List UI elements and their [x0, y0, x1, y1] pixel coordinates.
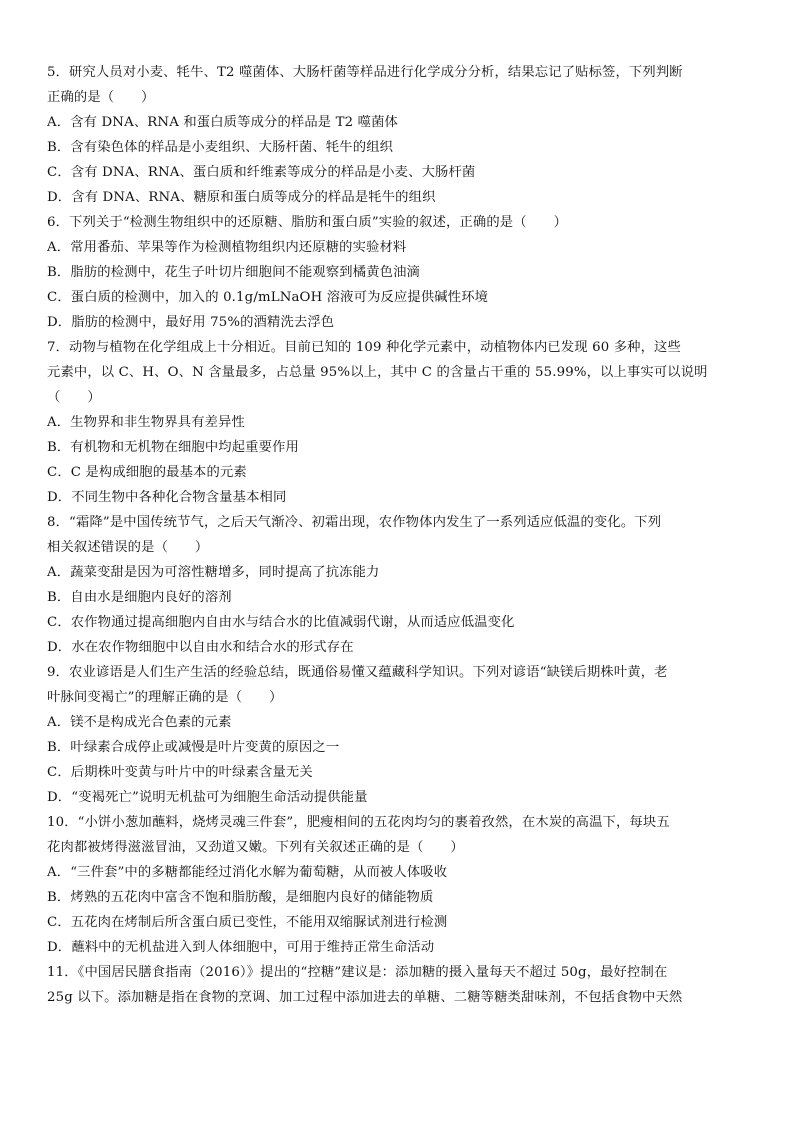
question-9-option-d: D．“变褐死亡”说明无机盐可为细胞生命活动提供能量: [47, 790, 368, 805]
question-11-stem-line-2: 25g 以下。添加糖是指在食物的烹调、加工过程中添加进去的单糖、二糖等糖类甜味剂，不包括食物中天然: [47, 990, 683, 1005]
question-6-option-a: A．常用番茄、苹果等作为检测植物组织内还原糖的实验材料: [47, 240, 407, 255]
question-6-option-b: B．脂肪的检测中，花生子叶切片细胞间不能观察到橘黄色油滴: [47, 265, 420, 280]
question-10-option-b: B．烤熟的五花肉中富含不饱和脂肪酸，是细胞内良好的储能物质: [47, 890, 434, 905]
question-5-stem-line-1: 5．研究人员对小麦、牦牛、T2 噬菌体、大肠杆菌等样品进行化学成分分析，结果忘记了贴标签，下列判断: [47, 65, 683, 80]
question-10-stem-line-2: 花肉都被烤得滋滋冒油，又劲道又嫩。下列有关叙述正确的是（ ）: [47, 840, 464, 855]
question-7-option-d: D．不同生物中各种化合物含量基本相同: [47, 490, 287, 505]
question-7-option-c: C．C 是构成细胞的最基本的元素: [47, 465, 247, 480]
question-8-option-d: D．水在农作物细胞中以自由水和结合水的形式存在: [47, 640, 354, 655]
question-10-stem-line-1: 10．“小饼小葱加蘸料，烧烤灵魂三件套”，肥瘦相间的五花肉均匀的裹着孜然，在木炭的高温下，每块五: [47, 815, 670, 830]
question-8-stem-line-1: 8．“霜降”是中国传统节气，之后天气渐冷、初霜出现，农作物体内发生了一系列适应低温的变化。下列: [47, 515, 662, 530]
question-7-stem-line-3: （ ）: [47, 390, 101, 405]
question-9-stem-line-1: 9．农业谚语是人们生产生活的经验总结，既通俗易懂又蕴藏科学知识。下列对谚语“缺镁后期株叶黄，老: [47, 665, 668, 680]
question-5-option-a: A．含有 DNA、RNA 和蛋白质等成分的样品是 T2 噬菌体: [47, 115, 398, 130]
question-10-option-d: D．蘸料中的无机盐进入到人体细胞中，可用于维持正常生命活动: [47, 940, 435, 955]
question-5-option-c: C．含有 DNA、RNA、蛋白质和纤维素等成分的样品是小麦、大肠杆菌: [47, 165, 476, 180]
question-8-option-c: C．农作物通过提高细胞内自由水与结合水的比值减弱代谢，从而适应低温变化: [47, 615, 515, 630]
question-9-option-a: A．镁不是构成光合色素的元素: [47, 715, 232, 730]
question-5-option-b: B．含有染色体的样品是小麦组织、大肠杆菌、牦牛的组织: [47, 140, 394, 155]
question-5-option-d: D．含有 DNA、RNA、糖原和蛋白质等成分的样品是牦牛的组织: [47, 190, 436, 205]
question-9-option-c: C．后期株叶变黄与叶片中的叶绿素含量无关: [47, 765, 313, 780]
question-8-stem-line-2: 相关叙述错误的是（ ）: [47, 540, 209, 555]
question-5-stem-line-2: 正确的是（ ）: [47, 90, 155, 105]
question-10-option-c: C．五花肉在烤制后所含蛋白质已变性，不能用双缩脲试剂进行检测: [47, 915, 448, 930]
question-9-option-b: B．叶绿素合成停止或减慢是叶片变黄的原因之一: [47, 740, 340, 755]
question-6-stem-line-1: 6．下列关于“检测生物组织中的还原糖、脂肪和蛋白质”实验的叙述，正确的是（ ）: [47, 215, 568, 230]
question-7-stem-line-2: 元素中，以 C、H、O、N 含量最多，占总量 95%以上，其中 C 的含量占干重的 55.99%，以上事实可以说明: [47, 365, 708, 380]
question-7-option-a: A．生物界和非生物界具有差异性: [47, 415, 246, 430]
question-6-option-d: D．脂肪的检测中，最好用 75%的酒精洗去浮色: [47, 315, 335, 330]
question-7-stem-line-1: 7．动物与植物在化学组成上十分相近。目前已知的 109 种化学元素中，动植物体内已发现 60 多种，这些: [47, 340, 681, 355]
question-6-option-c: C．蛋白质的检测中，加入的 0.1g/mLNaOH 溶液可为反应提供碱性环境: [47, 290, 489, 305]
question-10-option-a: A．“三件套”中的多糖都能经过消化水解为葡萄糖，从而被人体吸收: [47, 865, 448, 880]
question-7-option-b: B．有机物和无机物在细胞中均起重要作用: [47, 440, 299, 455]
question-9-stem-line-2: 叶脉间变褐亡”的理解正确的是（ ）: [47, 690, 283, 705]
question-11-stem-line-1: 11．《中国居民膳食指南（2016）》提出的“控糖”建议是：添加糖的摄入量每天不超过 50g，最好控制在: [47, 965, 668, 980]
question-8-option-a: A．蔬菜变甜是因为可溶性糖增多，同时提高了抗冻能力: [47, 565, 380, 580]
question-8-option-b: B．自由水是细胞内良好的溶剂: [47, 590, 232, 605]
